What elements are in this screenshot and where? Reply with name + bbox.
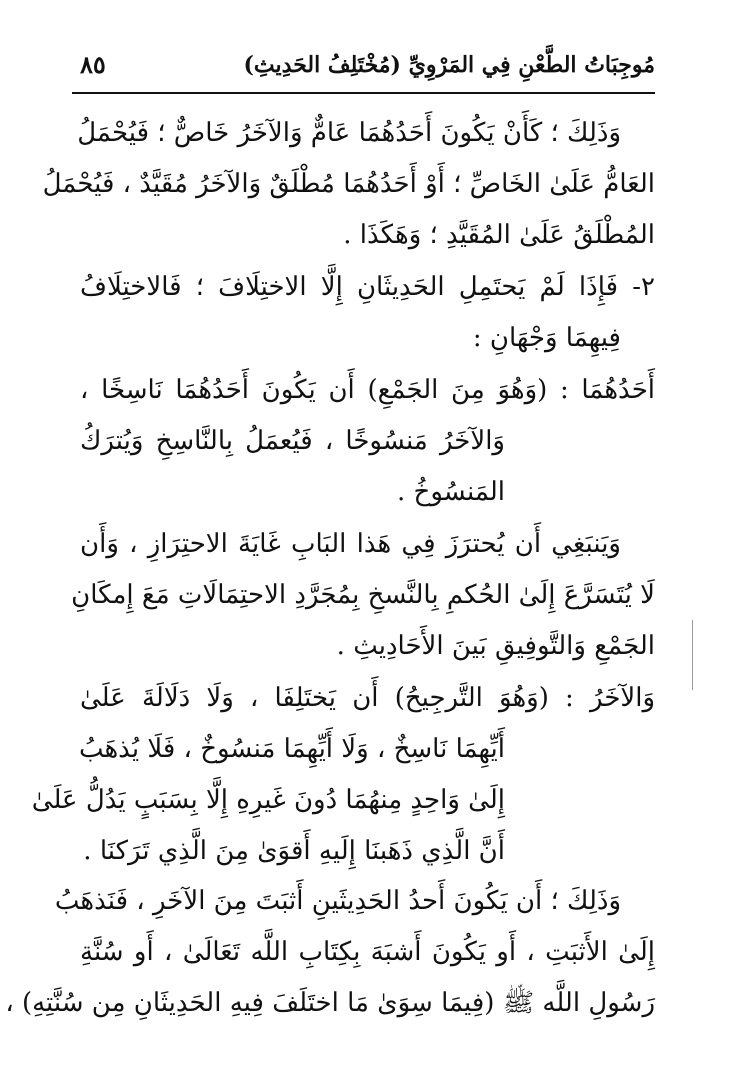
text-line: فِيهِمَا وَجْهَانِ :: [472, 323, 621, 353]
paragraph-4: [71, 519, 655, 672]
text-line: المُطْلَقُ عَلَىٰ المُقَيَّدِ ؛ وَهَكَذَا .: [343, 220, 655, 250]
scan-margin-mark: [692, 620, 693, 690]
paragraph-6: [5, 876, 655, 1029]
text-line: وَيَنبَغِي أَن يُحترَزَ فِي هَذا البَابِ غَايَةَ الاحتِرَازِ ، وَأَن: [80, 529, 621, 559]
text-line: رَسُولِ اللَّه ﷺ (فِيمَا سِوَىٰ مَا اختَلَفَ فِيهِ الحَدِيثَانِ مِن سُنَّتِهِ) ،: [5, 988, 655, 1018]
text-line: العَامُّ عَلَىٰ الخَاصِّ ؛ أَوْ أَحَدُهُمَا مُطْلَقٌ وَالآخَرُ مُقَيَّدٌ ، فَيُحْمَلُ: [42, 169, 655, 199]
text-line: وَالآخَرُ مَنسُوخًا ، فَيُعمَلُ بِالنَّاسِخِ وَيُترَكُ: [80, 426, 505, 456]
running-header: [72, 44, 655, 94]
paragraph-1: [42, 108, 655, 261]
text-line: أَيِّهِمَا نَاسِخٌ ، وَلَا أَيِّهِمَا مَنسُوخٌ ، فَلَا يُذهَبُ: [78, 734, 505, 764]
text-line: أَنَّ الَّذِي ذَهَبنَا إِلَيهِ أَقوَىٰ مِنَ الَّذِي تَرَكنَا .: [83, 836, 505, 866]
text-line: وَالآخَرُ : (وَهُوَ التَّرجِيحُ) أَن يَختَلِفَا ، وَلَا دَلَالَةَ عَلَىٰ: [80, 683, 655, 713]
text-line: المَنسُوخُ .: [397, 477, 505, 507]
text-line: إِلَىٰ الأَثبَتِ ، أَو يَكُونَ أَشبَهَ بِكِتَابِ اللَّه تَعَالَىٰ ، أَو سُنَّةِ: [80, 937, 655, 967]
text-line: إِلَىٰ وَاحِدٍ مِنهُمَا دُونَ غَيرِهِ إِلَّا بِسَبَبٍ يَدُلُّ عَلَىٰ: [31, 785, 505, 815]
header-title: مُوجِبَاتُ الطَّعْنِ فِي المَرْوِيِّ (مُخْتَلِفُ الحَدِيثِ): [243, 52, 655, 78]
paragraph-2: [80, 262, 655, 364]
text-line: لَا يُتَسَرَّعَ إِلَىٰ الحُكمِ بِالنَّسخِ بِمُجَرَّدِ الاحتِمَالَاتِ مَعَ إِمكَانِ: [71, 580, 655, 610]
page-number: ٨٥: [80, 50, 106, 79]
text-line: ٢- فَإِذَا لَمْ يَحتَمِلِ الحَدِيثَانِ إِلَّا الاختِلَافَ ؛ فَالاختِلَافُ: [80, 272, 655, 302]
paragraph-3: [80, 365, 655, 518]
text-line: وَذَلِكَ ؛ كَأَنْ يَكُونَ أَحَدُهُمَا عَامٌّ وَالآخَرُ خَاصٌّ ؛ فَيُحْمَلُ: [77, 118, 621, 148]
text-line: الجَمْعِ وَالتَّوفِيقِ بَينَ الأَحَادِيثِ .: [336, 631, 655, 661]
text-line: وَذَلِكَ ؛ أَن يَكُونَ أَحدُ الحَدِيثَينِ أَثبَتَ مِنَ الآخَرِ ، فَنَذهَبُ: [54, 886, 621, 916]
paragraph-5: [31, 673, 655, 877]
text-line: أَحَدُهُمَا : (وَهُوَ مِنَ الجَمْعِ) أَن يَكُونَ أَحَدُهُمَا نَاسِخًا ،: [80, 375, 655, 405]
